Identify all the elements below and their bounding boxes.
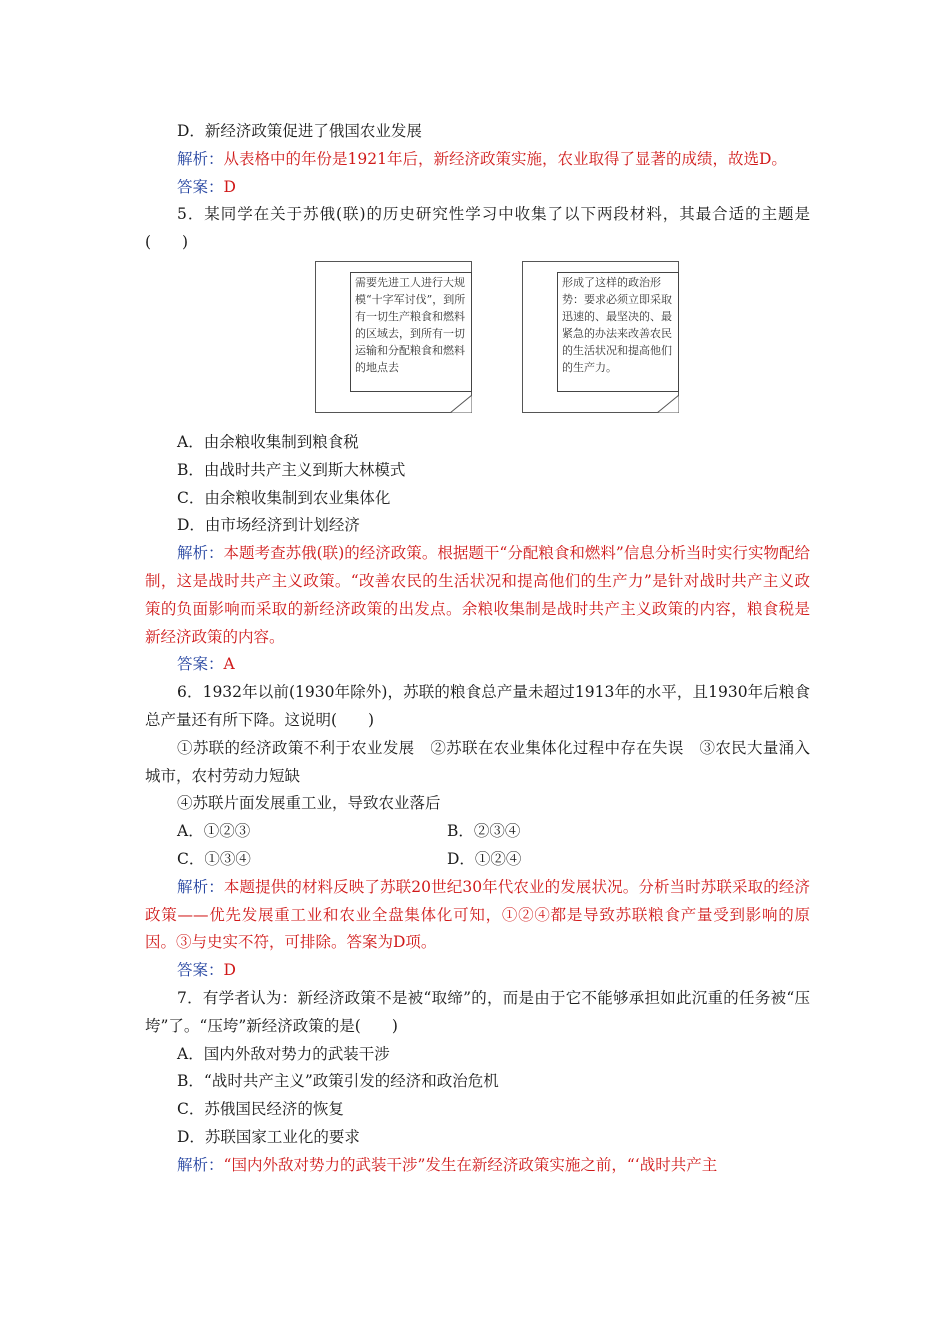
q6-option-d: D．①②④	[447, 849, 522, 868]
q6-option-a: A．①②③	[177, 822, 251, 841]
material-card-1	[315, 261, 472, 413]
page-curl-icon	[657, 395, 679, 413]
answer-tag: 答案：	[177, 177, 224, 196]
answer-value: D	[223, 177, 236, 196]
answer-tag: 答案：	[177, 961, 224, 980]
q6-option-b: B．②③④	[447, 822, 521, 841]
material-text-2: 形成了这样的政治形势：要求必须立即采取迅速的、最坚决的、最紧急的办法来改善农民的生活状况和提高他们的生产力。	[557, 272, 679, 392]
material-card-2	[522, 261, 679, 413]
analysis-tag: 解析：	[177, 149, 224, 168]
material-text-1: 需要先进工人进行大规模“十字军讨伐”，到所有一切生产粮食和燃料的区域去，到所有一切运输和分配粮食和燃料的地点去	[350, 272, 472, 392]
q5-materials	[145, 257, 810, 429]
q6-items: ①苏联的经济政策不利于农业发展 ②苏联在农业集体化过程中存在失误 ③农民大量涌入城市，农村劳动力短缺	[145, 738, 810, 785]
q4-answer	[145, 174, 810, 202]
q5-option-a: A．由余粮收集制到粮食税	[177, 432, 359, 451]
page-curl-icon	[450, 395, 472, 413]
analysis-text: “国内外敌对势力的武装干涉”发生在新经济政策实施之前，“‘战时共产主	[223, 1155, 718, 1174]
q4-option-d: D．新经济政策促进了俄国农业发展	[177, 122, 422, 140]
analysis-text: 本题提供的材料反映了苏联20世纪30年代农业的发展状况。分析当时苏联采取的经济政策——优先发展重工业和农业全盘集体化可知，①②④都是导致苏联粮食产量受到影响的原因。③与史实不符，可排除。答案为D项。	[145, 877, 810, 952]
answer-value: D	[223, 961, 236, 980]
q7-analysis	[145, 1152, 810, 1180]
analysis-tag: 解析：	[177, 1155, 224, 1174]
analysis-text: 本题考查苏俄(联)的经济政策。根据题干“分配粮食和燃料”信息分析当时实行实物配给制，这是战时共产主义政策。“改善农民的生活状况和提高他们的生产力”是针对战时共产主义政策的负面影响而采取的新经济政策的出发点。余粮收集制是战时共产主义政策的内容，粮食税是新经济政策的内容。	[145, 544, 810, 646]
q5-analysis	[145, 540, 810, 651]
answer-tag: 答案：	[177, 655, 224, 674]
worksheet-page	[145, 118, 810, 1180]
q6-options-row-1	[145, 818, 810, 846]
q7-option-d: D．苏联国家工业化的要求	[177, 1127, 360, 1146]
q5-option-d: D．由市场经济到计划经济	[177, 516, 360, 535]
q7-option-c: C．苏俄国民经济的恢复	[177, 1100, 344, 1119]
q6-option-c: C．①③④	[177, 849, 251, 868]
q5-option-b: B．由战时共产主义到斯大林模式	[177, 460, 406, 479]
q6-item-4: ④苏联片面发展重工业，导致农业落后	[177, 794, 441, 813]
q6-analysis	[145, 874, 810, 957]
q7-option-a: A．国内外敌对势力的武装干涉	[177, 1044, 390, 1063]
q6-options-row-2	[145, 846, 810, 874]
q7-option-b: B．“战时共产主义”政策引发的经济和政治危机	[177, 1072, 499, 1091]
analysis-tag: 解析：	[177, 877, 224, 896]
answer-value: A	[223, 655, 235, 674]
q6-stem: 6．1932年以前(1930年除外)，苏联的粮食总产量未超过1913年的水平，且1930年后粮食总产量还有所下降。这说明( )	[145, 683, 810, 729]
q5-option-c: C．由余粮收集制到农业集体化	[177, 488, 391, 507]
analysis-tag: 解析：	[177, 544, 224, 563]
q7-stem: 7．有学者认为：新经济政策不是被“取缔”的，而是由于它不能够承担如此沉重的任务被“压垮”了。“压垮”新经济政策的是( )	[145, 988, 810, 1035]
q4-analysis	[145, 146, 810, 174]
q5-answer	[145, 651, 810, 679]
q5-stem: 5．某同学在关于苏俄(联)的历史研究性学习中收集了以下两段材料，其最合适的主题是( )	[145, 205, 810, 252]
analysis-text: 从表格中的年份是1921年后，新经济政策实施，农业取得了显著的成绩，故选D。	[223, 149, 787, 168]
q6-answer	[145, 957, 810, 985]
